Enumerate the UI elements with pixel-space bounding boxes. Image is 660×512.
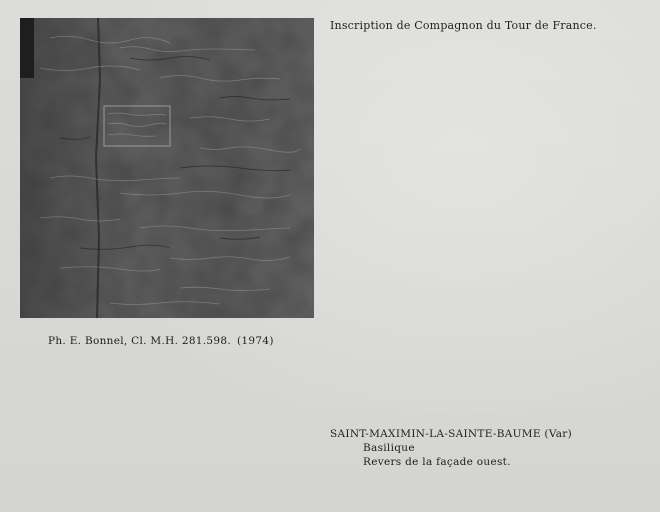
location-block bbox=[330, 427, 572, 469]
credit-year: (1974) bbox=[237, 335, 274, 347]
credit-text: Ph. E. Bonnel, Cl. M.H. 281.598. bbox=[48, 335, 231, 347]
location-building: Basilique bbox=[363, 442, 415, 454]
stone-wall-graffiti-photo bbox=[20, 18, 314, 318]
photo-credit bbox=[48, 335, 274, 347]
location-place: SAINT-MAXIMIN-LA-SAINTE-BAUME (Var) bbox=[330, 428, 573, 440]
photo-caption: Inscription de Compagnon du Tour de France. bbox=[330, 19, 597, 32]
location-detail: Revers de la façade ouest. bbox=[363, 456, 511, 468]
